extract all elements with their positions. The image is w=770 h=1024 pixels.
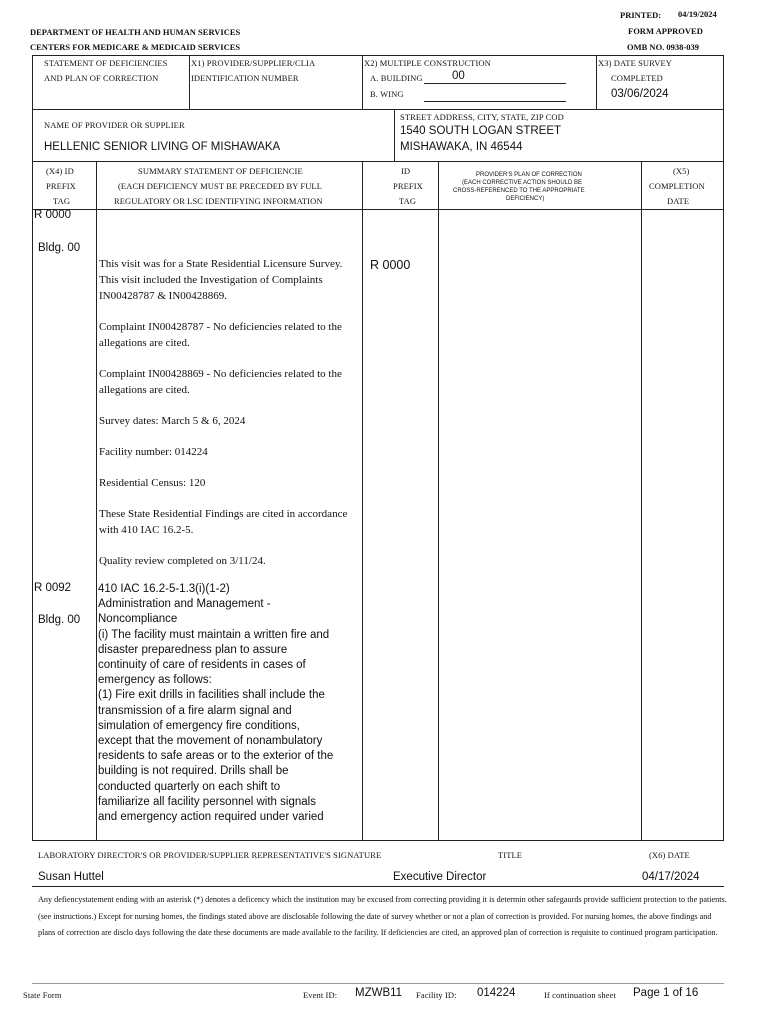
plan-header-2: (EACH CORRECTIVE ACTION SHOULD BE (462, 180, 583, 186)
plan-header-1: PROVIDER'S PLAN OF CORRECTION (476, 172, 582, 178)
complaint-2-paragraph: Complaint IN00428869 - No deficiencies related to the allegations are cited. (99, 368, 342, 396)
address-line-2: MISHAWAKA, IN 46544 (400, 141, 523, 153)
building-r0000: Bldg. 00 (38, 242, 81, 254)
provider-name: HELLENIC SENIOR LIVING OF MISHAWAKA (44, 141, 281, 153)
x4-header-3: TAG (53, 196, 71, 206)
title-label: TITLE (498, 850, 523, 860)
x6-date-label: (X6) DATE (649, 850, 690, 860)
quality-review: Quality review completed on 3/11/24. (99, 555, 266, 567)
id-header-1: ID (401, 166, 411, 176)
provider-name-label: NAME OF PROVIDER OR SUPPLIER (44, 120, 185, 130)
page-number: Page 1 of 16 (633, 987, 699, 999)
id-header-2: PREFIX (393, 181, 423, 191)
x4-header-2: PREFIX (46, 181, 76, 191)
residential-census: Residential Census: 120 (99, 477, 206, 489)
omb-number: OMB NO. 0938-039 (627, 42, 700, 52)
complaint-1-paragraph: Complaint IN00428787 - No deficiencies related to the allegations are cited. (99, 321, 342, 349)
statement-label-1: STATEMENT OF DEFICIENCIES (44, 58, 168, 68)
facility-id-value: 014224 (477, 987, 516, 999)
facility-number: Facility number: 014224 (99, 446, 208, 458)
summary-block (99, 256, 349, 569)
summary-header-2: (EACH DEFICIENCY MUST BE PRECEDED BY FULL (118, 181, 323, 191)
printed-label: PRINTED: (620, 10, 662, 20)
visit-paragraph: This visit was for a State Residential Licensure Survey. This visit included the Investigation of Complaints IN00428787 & IN00428869. (99, 258, 343, 302)
facility-id-label: Facility ID: (416, 990, 457, 1000)
address-label: STREET ADDRESS, CITY, STATE, ZIP COD (400, 112, 564, 122)
address-line-1: 1540 SOUTH LOGAN STREET (400, 125, 562, 137)
building-r0092: Bldg. 00 (38, 614, 81, 626)
x5-header-2: COMPLETION (649, 181, 705, 191)
signature-label: LABORATORY DIRECTOR'S OR PROVIDER/SUPPLIER REPRESENTATIVE'S SIGNATURE (38, 850, 382, 860)
event-id-label: Event ID: (303, 990, 338, 1000)
form-approved: FORM APPROVED (628, 26, 703, 36)
x2-label: X2) MULTIPLE CONSTRUCTION (364, 58, 491, 68)
signature-date: 04/17/2024 (642, 871, 700, 883)
plan-header-3: CROSS-REFERENCED TO THE APPROPRIATE (453, 188, 585, 194)
building-label: A. BUILDING (370, 73, 423, 83)
statement-label-2: AND PLAN OF CORRECTION (44, 73, 159, 83)
id-tag-r0000: R 0000 (370, 258, 411, 272)
x3-label-1: X3) DATE SURVEY (598, 58, 673, 68)
x5-header-1: (X5) (673, 166, 690, 176)
x3-label-2: COMPLETED (611, 73, 663, 83)
id-header-3: TAG (399, 196, 417, 206)
survey-completed-date: 03/06/2024 (611, 88, 669, 100)
department-name: DEPARTMENT OF HEALTH AND HUMAN SERVICES (30, 27, 241, 37)
signer-name: Susan Huttel (38, 871, 104, 883)
x1-label-2: IDENTIFICATION NUMBER (191, 73, 299, 83)
x4-header-1: (X4) ID (46, 166, 74, 176)
prefix-tag-r0092: R 0092 (34, 582, 72, 594)
state-form-label: State Form (23, 990, 62, 1000)
signer-title: Executive Director (393, 871, 487, 883)
building-value: 00 (452, 70, 465, 82)
x1-label-1: X1) PROVIDER/SUPPLIER/CLIA (191, 58, 316, 68)
plan-header-4: DEFICIENCY) (506, 196, 545, 202)
wing-label: B. WING (370, 89, 404, 99)
r0092-regulation-text: 410 IAC 16.2-5-1.3(i)(1-2) Administration and Management - Noncompliance (i) The facility must maintain a written fire and disaster preparedness plan to assure continuity of care of residents in cases of emergency as follows: (1) Fire exit drills in facilities shall include the transmission of a fire alarm signal and simulation of emergency fire conditions, except that the movement of nonambulatory residents to safe areas or to the exterior of the building is not required. Drills shall be conducted quarterly on each shift to familiarize all facility personnel with signals and emergency action required under varied (98, 583, 334, 824)
disclaimer-text: Any defiencystatement ending with an asterisk (*) denotes a deficency which the institution may be excused from correcting providing it is determin other safegaurds provide sufficient protection to the patients. (see instructions.) Except for nursing homes, the findings stated above are disclosable following the date of survey whether or not a plan of correction is provided. For nursing homes, the above findings and plans of correction are disclo days following the date these documents are made available to the facility. If deficiencies are cited, an approved plan of correction is requisite to continued program participation. (38, 895, 727, 938)
summary-header-1: SUMMARY STATEMENT OF DEFICIENCIE (138, 166, 303, 176)
findings-paragraph: These State Residential Findings are cited in accordance with 410 IAC 16.2-5. (99, 508, 348, 536)
x5-header-3: DATE (667, 196, 690, 206)
event-id-value: MZWB11 (355, 987, 403, 999)
cms-name: CENTERS FOR MEDICARE & MEDICAID SERVICES (30, 42, 241, 52)
continuation-label: If continuation sheet (544, 990, 616, 1000)
prefix-tag-r0000: R 0000 (34, 209, 72, 221)
summary-header-3: REGULATORY OR LSC IDENTIFYING INFORMATION (114, 196, 323, 206)
printed-date: 04/19/2024 (678, 9, 717, 19)
survey-dates: Survey dates: March 5 & 6, 2024 (99, 415, 246, 427)
